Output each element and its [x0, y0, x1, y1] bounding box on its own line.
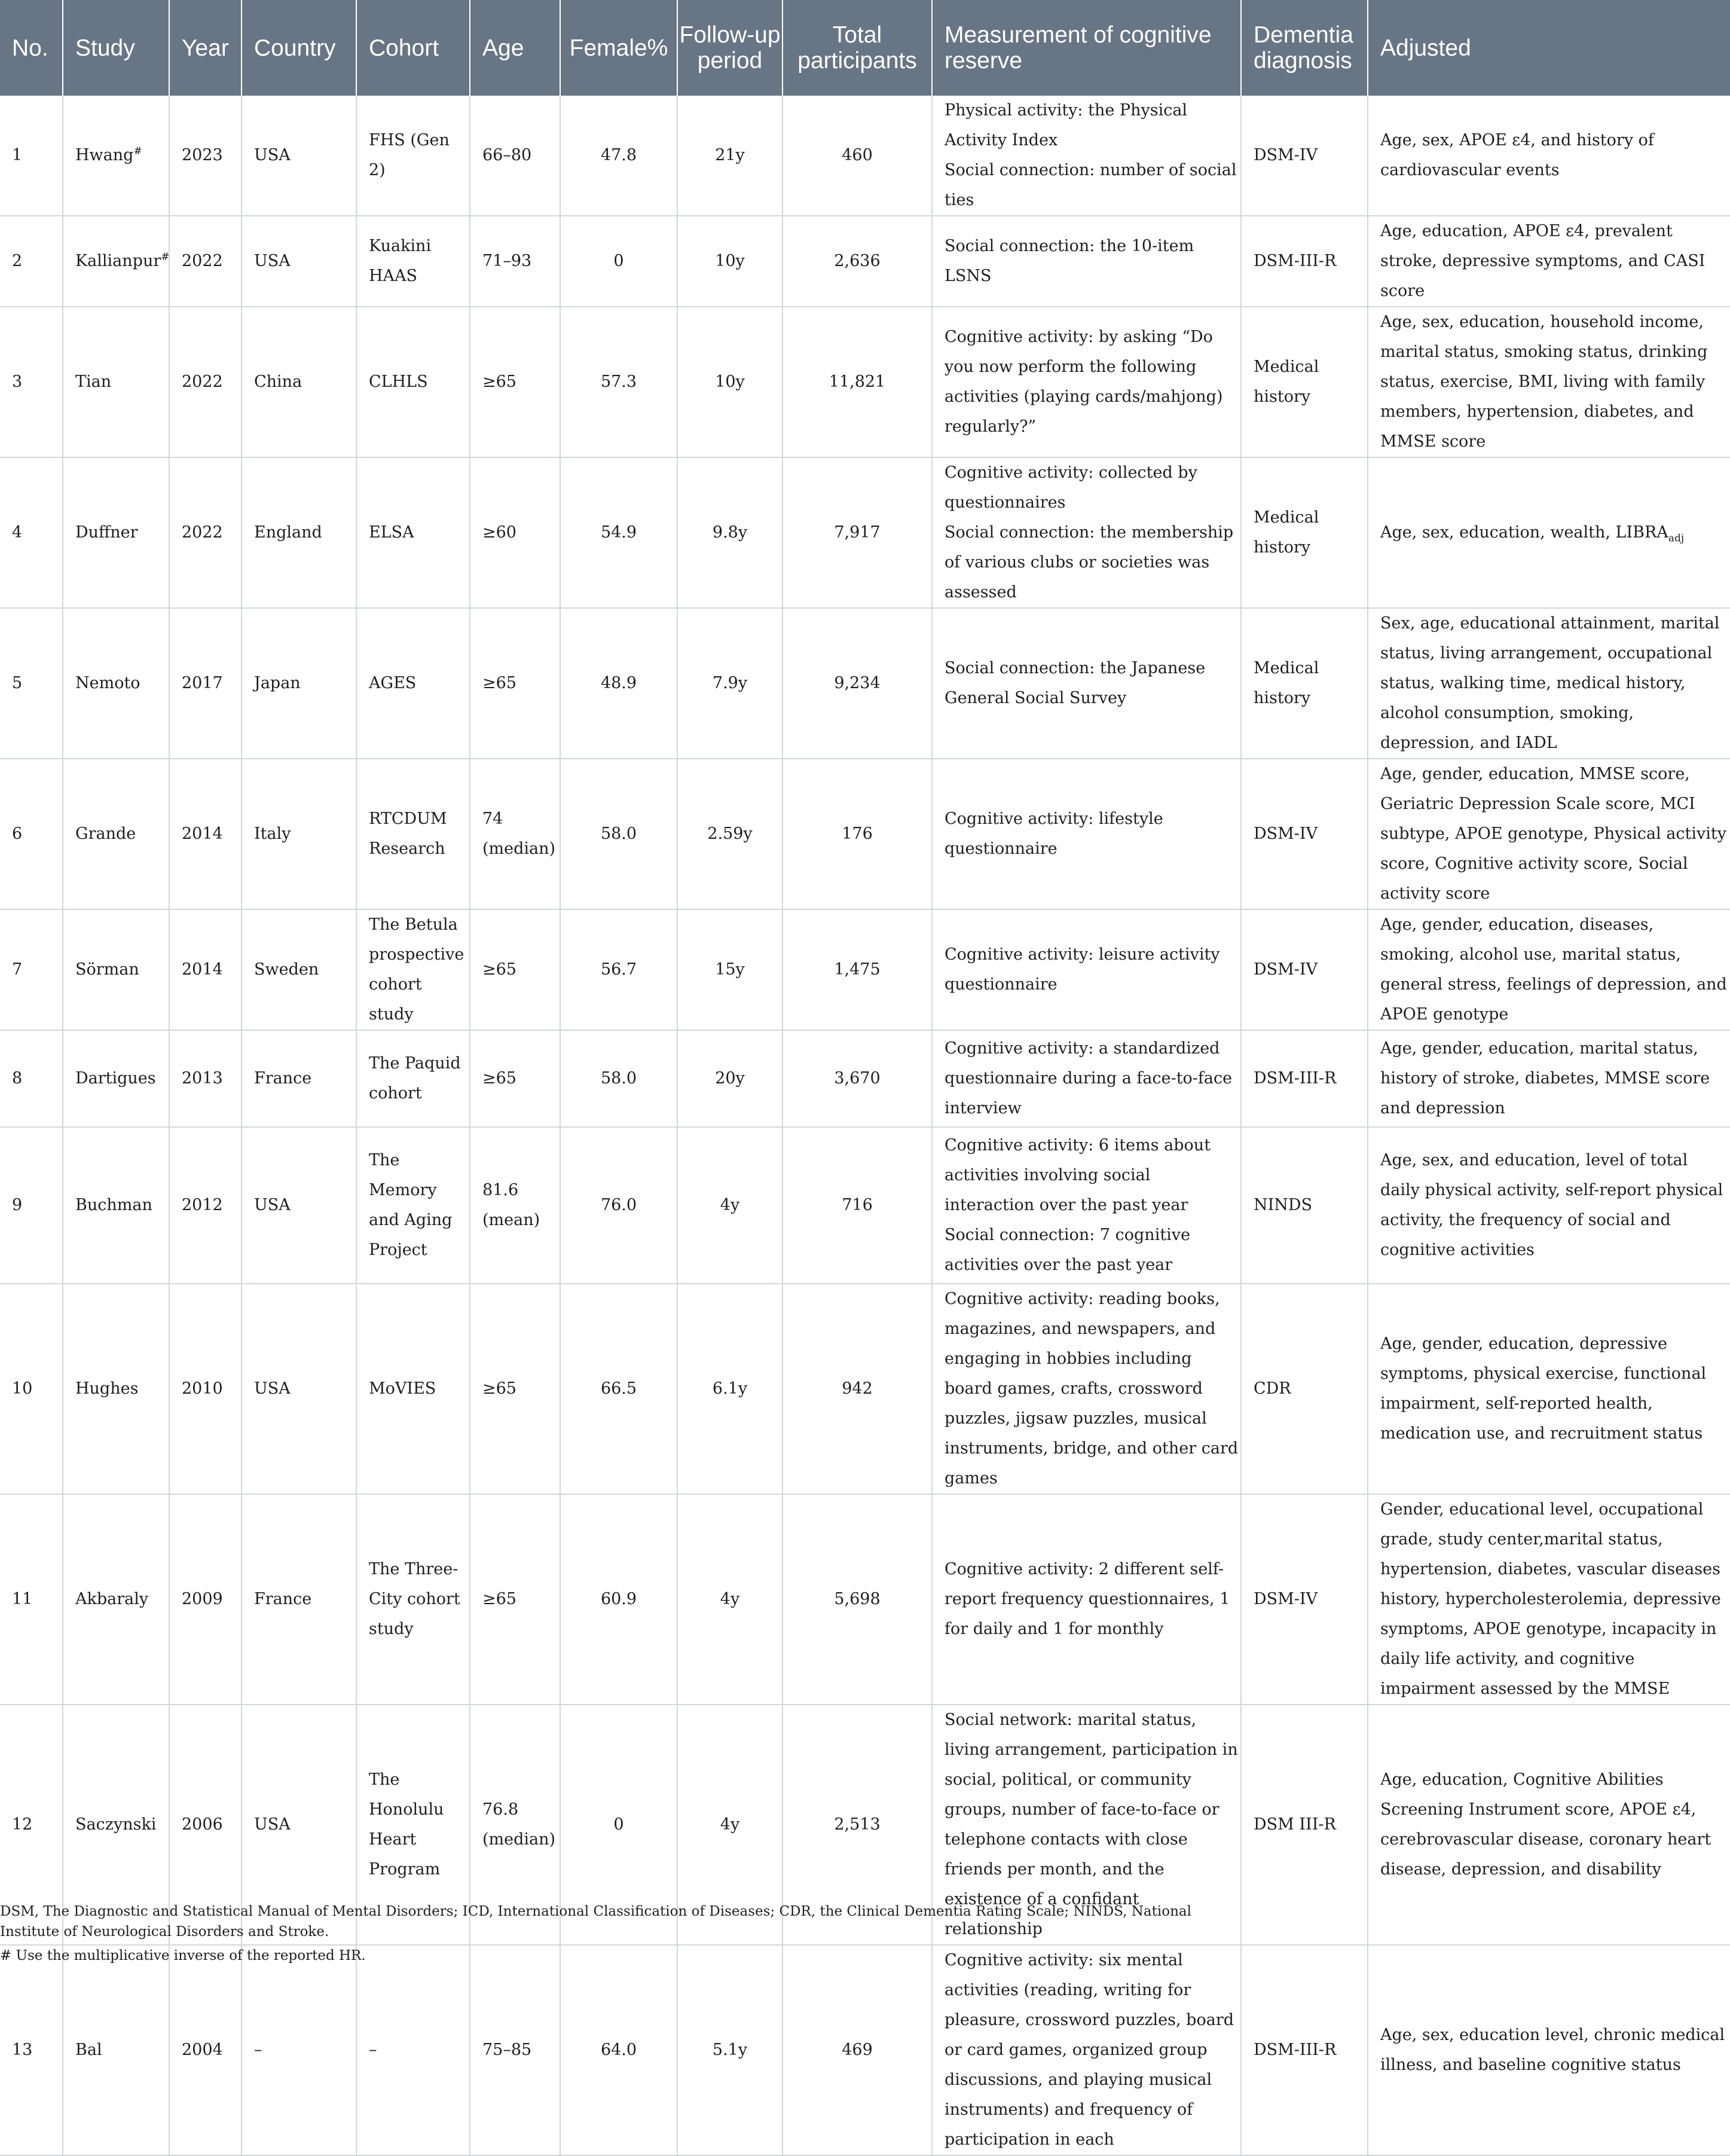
cell-followup: 5.1y — [677, 1945, 783, 2155]
cell-adjusted — [1368, 457, 1730, 608]
cell-study — [63, 307, 169, 457]
col-header-year: Year — [169, 0, 242, 96]
cell-no: 4 — [0, 457, 63, 608]
cell-followup: 20y — [677, 1030, 783, 1127]
cell-study — [63, 1494, 169, 1705]
adjusted-subscript: adj — [1668, 532, 1685, 545]
cell-cohort: FHS (Gen 2) — [356, 96, 470, 216]
cell-cohort: MoVIES — [356, 1284, 470, 1494]
cell-female: 48.9 — [560, 608, 677, 759]
cell-cohort: ELSA — [356, 457, 470, 608]
study-name: Duffner — [75, 523, 138, 542]
cell-study — [63, 1127, 169, 1284]
cell-measurement: Cognitive activity: collected by questionnaires Social connection: the membership of various clubs or societies was assessed — [932, 457, 1241, 608]
inverse-hr-mark: # — [133, 145, 142, 157]
cell-followup: 21y — [677, 96, 783, 216]
cell-followup: 9.8y — [677, 457, 783, 608]
cell-age: 74 (median) — [470, 759, 560, 909]
cell-age: ≥65 — [470, 1494, 560, 1705]
cell-female: 58.0 — [560, 1030, 677, 1127]
cell-female: 60.9 — [560, 1494, 677, 1705]
cell-measurement: Cognitive activity: reading books, magazines, and newspapers, and engaging in hobbies including board games, crafts, crossword puzzles, jigsaw puzzles, musical instruments, bridge, and other card games — [932, 1284, 1241, 1494]
cell-no: 2 — [0, 216, 63, 307]
cell-female: 0 — [560, 216, 677, 307]
cell-dementia: DSM-III-R — [1241, 1030, 1368, 1127]
col-header-female: Female% — [560, 0, 677, 96]
cell-year: 2014 — [169, 759, 242, 909]
cell-total: 942 — [783, 1284, 932, 1494]
cell-adjusted: Gender, educational level, occupational grade, study center,marital status, hypertension, diabetes, vascular diseases history, hypercholesterolemia, depressive symptoms, APOE genotype, incapacity in daily life activity, and cognitive impairment assessed by the MMSE — [1368, 1494, 1730, 1705]
cell-age: 76.8 (median) — [470, 1705, 560, 1945]
cell-country: USA — [242, 1284, 356, 1494]
cell-total: 469 — [783, 1945, 932, 2155]
cell-dementia: DSM-III-R — [1241, 1945, 1368, 2155]
study-name: Hwang — [75, 146, 134, 164]
cell-adjusted: Sex, age, educational attainment, marital status, living arrangement, occupational status, walking time, medical history, alcohol consumption, smoking, depression, and IADL — [1368, 608, 1730, 759]
table-row — [0, 1127, 1730, 1284]
cell-year: 2022 — [169, 457, 242, 608]
table-row — [0, 1030, 1730, 1127]
cell-cohort: AGES — [356, 608, 470, 759]
cell-female: 56.7 — [560, 909, 677, 1030]
cell-total: 11,821 — [783, 307, 932, 457]
cell-cohort: The Betula prospective cohort study — [356, 909, 470, 1030]
col-header-dementia: Dementia diagnosis — [1241, 0, 1368, 96]
cell-female: 47.8 — [560, 96, 677, 216]
cell-dementia: Medical history — [1241, 307, 1368, 457]
table-footnotes — [0, 1901, 1196, 1966]
cell-year: 2023 — [169, 96, 242, 216]
cell-adjusted: Age, education, APOE ε4, prevalent stroke, depressive symptoms, and CASI score — [1368, 216, 1730, 307]
col-header-study: Study — [63, 0, 169, 96]
cell-year: 2012 — [169, 1127, 242, 1284]
cell-measurement: Cognitive activity: a standardized questionnaire during a face-to-face interview — [932, 1030, 1241, 1127]
cell-no: 3 — [0, 307, 63, 457]
cell-country: Sweden — [242, 909, 356, 1030]
cell-total: 7,917 — [783, 457, 932, 608]
table-row — [0, 909, 1730, 1030]
cell-dementia: DSM-IV — [1241, 1494, 1368, 1705]
cell-measurement: Social network: marital status, living arrangement, participation in social, political, or community groups, number of face-to-face or telephone contacts with close friends per month, and the existence of a confidant relationship — [932, 1705, 1241, 1945]
cell-country: USA — [242, 1127, 356, 1284]
cell-total: 2,513 — [783, 1705, 932, 1945]
cell-dementia: DSM-III-R — [1241, 216, 1368, 307]
cell-no: 5 — [0, 608, 63, 759]
cell-female: 64.0 — [560, 1945, 677, 2155]
cell-no: 8 — [0, 1030, 63, 1127]
cell-study — [63, 216, 169, 307]
col-header-adjusted: Adjusted — [1368, 0, 1730, 96]
cell-year: 2006 — [169, 1705, 242, 1945]
cell-country: England — [242, 457, 356, 608]
cell-year: 2014 — [169, 909, 242, 1030]
cell-age: ≥65 — [470, 608, 560, 759]
study-name: Akbaraly — [75, 1590, 149, 1608]
cell-female: 66.5 — [560, 1284, 677, 1494]
study-name: Kallianpur — [75, 252, 161, 270]
adjusted-text: Age, sex, education, wealth, LIBRA — [1380, 523, 1668, 542]
cell-adjusted: Age, gender, education, depressive symptoms, physical exercise, functional impairment, self-reported health, medication use, and recruitment status — [1368, 1284, 1730, 1494]
header-row — [0, 0, 1730, 96]
cell-total: 1,475 — [783, 909, 932, 1030]
cell-no: 10 — [0, 1284, 63, 1494]
cell-study — [63, 1030, 169, 1127]
cell-study — [63, 909, 169, 1030]
cell-age: 75–85 — [470, 1945, 560, 2155]
cell-no: 7 — [0, 909, 63, 1030]
cell-dementia: DSM-IV — [1241, 759, 1368, 909]
cell-measurement: Cognitive activity: 2 different self-report frequency questionnaires, 1 for daily and 1 for monthly — [932, 1494, 1241, 1705]
cell-age: ≥65 — [470, 307, 560, 457]
cell-measurement: Cognitive activity: by asking “Do you now perform the following activities (playing cards/mahjong) regularly?” — [932, 307, 1241, 457]
table-row — [0, 608, 1730, 759]
col-header-age: Age — [470, 0, 560, 96]
cell-no: 1 — [0, 96, 63, 216]
cell-dementia: NINDS — [1241, 1127, 1368, 1284]
cell-country: USA — [242, 96, 356, 216]
cell-adjusted: Age, education, Cognitive Abilities Screening Instrument score, APOE ε4, cerebrovascular disease, coronary heart disease, depression, and disability — [1368, 1705, 1730, 1945]
inverse-hr-mark: # — [161, 251, 169, 263]
cell-no: 11 — [0, 1494, 63, 1705]
cell-adjusted: Age, sex, education level, chronic medical illness, and baseline cognitive status — [1368, 1945, 1730, 2155]
cell-total: 9,234 — [783, 608, 932, 759]
cell-study — [63, 1284, 169, 1494]
cell-age: ≥65 — [470, 1030, 560, 1127]
cell-female: 76.0 — [560, 1127, 677, 1284]
cell-age: ≥65 — [470, 909, 560, 1030]
col-header-measurement: Measurement of cognitive reserve — [932, 0, 1241, 96]
cell-followup: 4y — [677, 1127, 783, 1284]
cell-country: France — [242, 1494, 356, 1705]
table-row — [0, 96, 1730, 216]
cell-dementia: Medical history — [1241, 608, 1368, 759]
cell-study — [63, 96, 169, 216]
cell-dementia: CDR — [1241, 1284, 1368, 1494]
cell-cohort: RTCDUM Research — [356, 759, 470, 909]
table-row — [0, 1945, 1730, 2155]
study-name: Dartigues — [75, 1069, 156, 1088]
table-row — [0, 307, 1730, 457]
col-header-no: No. — [0, 0, 63, 96]
cell-adjusted: Age, gender, education, MMSE score, Geriatric Depression Scale score, MCI subtype, APOE genotype, Physical activity score, Cognitive activity score, Social activity score — [1368, 759, 1730, 909]
cell-year: 2013 — [169, 1030, 242, 1127]
cell-followup: 6.1y — [677, 1284, 783, 1494]
table-row — [0, 1494, 1730, 1705]
cell-country: – — [242, 1945, 356, 2155]
cell-age: 71–93 — [470, 216, 560, 307]
cell-total: 176 — [783, 759, 932, 909]
cell-female: 54.9 — [560, 457, 677, 608]
study-name: Saczynski — [75, 1815, 157, 1834]
cell-cohort: CLHLS — [356, 307, 470, 457]
cell-adjusted: Age, sex, APOE ε4, and history of cardiovascular events — [1368, 96, 1730, 216]
cell-year: 2022 — [169, 216, 242, 307]
table-body — [0, 96, 1730, 2155]
cell-female: 0 — [560, 1705, 677, 1945]
cell-dementia: DSM-IV — [1241, 909, 1368, 1030]
cell-age: ≥65 — [470, 1284, 560, 1494]
cell-measurement: Social connection: the Japanese General Social Survey — [932, 608, 1241, 759]
cell-total: 3,670 — [783, 1030, 932, 1127]
cell-year: 2004 — [169, 1945, 242, 2155]
cell-followup: 4y — [677, 1494, 783, 1705]
cell-dementia: DSM-IV — [1241, 96, 1368, 216]
col-header-country: Country — [242, 0, 356, 96]
table-row — [0, 1284, 1730, 1494]
study-name: Bal — [75, 2041, 102, 2059]
cell-adjusted: Age, gender, education, marital status, history of stroke, diabetes, MMSE score and depression — [1368, 1030, 1730, 1127]
footnote-abbreviations: DSM, The Diagnostic and Statistical Manual of Mental Disorders; ICD, International Classification of Diseases; CDR, the Clinical Dementia Rating Scale; NINDS, National Institute of Neurological Disorders and Stroke. — [0, 1904, 1191, 1940]
cell-total: 5,698 — [783, 1494, 932, 1705]
cell-followup: 10y — [677, 307, 783, 457]
cell-study — [63, 1945, 169, 2155]
cell-measurement: Cognitive activity: six mental activities (reading, writing for pleasure, crossword puzzles, board or card games, organized group discussions, and playing musical instruments) and frequency of participation in each — [932, 1945, 1241, 2155]
cell-year: 2022 — [169, 307, 242, 457]
cell-year: 2010 — [169, 1284, 242, 1494]
table-row — [0, 759, 1730, 909]
cell-followup: 7.9y — [677, 608, 783, 759]
study-name: Grande — [75, 824, 136, 843]
cell-dementia: DSM III-R — [1241, 1705, 1368, 1945]
cell-total: 460 — [783, 96, 932, 216]
cell-female: 58.0 — [560, 759, 677, 909]
cell-measurement: Cognitive activity: 6 items about activities involving social interaction over the past year Social connection: 7 cognitive activities over the past year — [932, 1127, 1241, 1284]
study-name: Tian — [75, 372, 112, 391]
cell-no: 13 — [0, 1945, 63, 2155]
cell-study — [63, 457, 169, 608]
cell-adjusted: Age, sex, and education, level of total daily physical activity, self-report physical activity, the frequency of social and cognitive activities — [1368, 1127, 1730, 1284]
cell-study — [63, 608, 169, 759]
footnote-hash: # Use the multiplicative inverse of the reported HR. — [0, 1948, 366, 1963]
cell-cohort: Kuakini HAAS — [356, 216, 470, 307]
study-name: Sörman — [75, 960, 139, 979]
cell-adjusted: Age, gender, education, diseases, smoking, alcohol use, marital status, general stress, feelings of depression, and APOE genotype — [1368, 909, 1730, 1030]
cell-cohort: The Memory and Aging Project — [356, 1127, 470, 1284]
cell-study — [63, 759, 169, 909]
cell-female: 57.3 — [560, 307, 677, 457]
cell-year: 2017 — [169, 608, 242, 759]
cell-measurement: Social connection: the 10-item LSNS — [932, 216, 1241, 307]
study-name: Hughes — [75, 1379, 139, 1398]
cell-measurement: Cognitive activity: leisure activity questionnaire — [932, 909, 1241, 1030]
cell-country: France — [242, 1030, 356, 1127]
cell-total: 2,636 — [783, 216, 932, 307]
cell-dementia: Medical history — [1241, 457, 1368, 608]
cell-no: 9 — [0, 1127, 63, 1284]
cell-followup: 15y — [677, 909, 783, 1030]
cell-cohort: The Paquid cohort — [356, 1030, 470, 1127]
cell-country: Italy — [242, 759, 356, 909]
col-header-total: Total participants — [783, 0, 932, 96]
study-name: Buchman — [75, 1196, 152, 1214]
cell-age: ≥60 — [470, 457, 560, 608]
cell-country: Japan — [242, 608, 356, 759]
cell-followup: 10y — [677, 216, 783, 307]
cell-followup: 4y — [677, 1705, 783, 1945]
cell-year: 2009 — [169, 1494, 242, 1705]
study-name: Nemoto — [75, 674, 140, 692]
cell-cohort: The Honolulu Heart Program — [356, 1705, 470, 1945]
cell-followup: 2.59y — [677, 759, 783, 909]
cell-total: 716 — [783, 1127, 932, 1284]
table-row — [0, 216, 1730, 307]
cell-measurement: Cognitive activity: lifestyle questionnaire — [932, 759, 1241, 909]
cell-age: 66–80 — [470, 96, 560, 216]
cell-country: China — [242, 307, 356, 457]
cell-cohort: – — [356, 1945, 470, 2155]
cell-adjusted: Age, sex, education, household income, marital status, smoking status, drinking status, exercise, BMI, living with family members, hypertension, diabetes, and MMSE score — [1368, 307, 1730, 457]
cell-measurement: Physical activity: the Physical Activity Index Social connection: number of social ties — [932, 96, 1241, 216]
cell-no: 12 — [0, 1705, 63, 1945]
cell-no: 6 — [0, 759, 63, 909]
col-header-followup: Follow-up period — [677, 0, 783, 96]
cell-age: 81.6 (mean) — [470, 1127, 560, 1284]
col-header-cohort: Cohort — [356, 0, 470, 96]
table-row — [0, 457, 1730, 608]
cell-cohort: The Three-City cohort study — [356, 1494, 470, 1705]
cell-country: USA — [242, 216, 356, 307]
cell-country: USA — [242, 1705, 356, 1945]
